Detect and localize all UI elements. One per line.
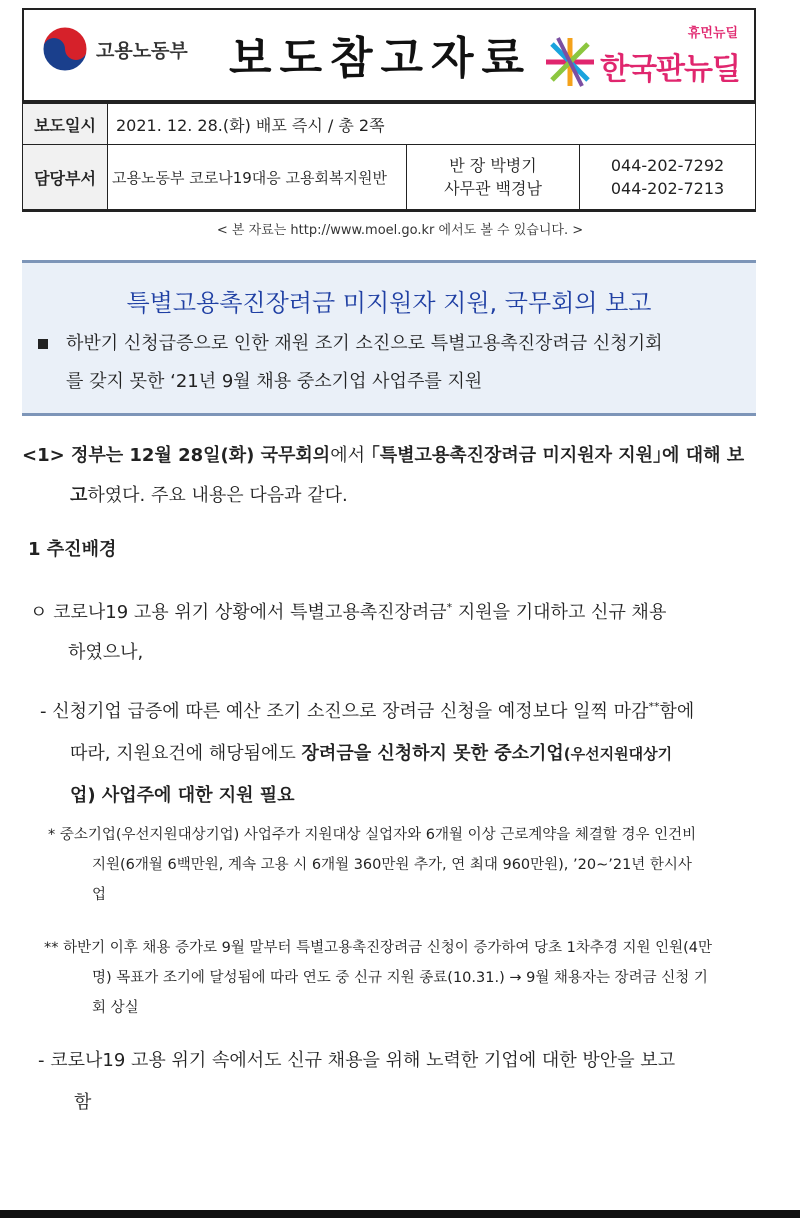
taegeuk-icon [42,26,88,72]
intro-bold-date: 12월 28일(화) 국무회의 [129,445,331,466]
bottom-edge [0,1210,800,1218]
dash-1-bold-a: 장려금을 신청하지 못한 중소기업 [301,743,564,764]
website-note: < 본 자료는 http://www.moel.go.kr 에서도 볼 수 있습니다. > [216,223,584,238]
footnote-1-line-a: * 중소기업(우선지원대상기업) 사업주가 지원대상 실업자와 6개월 이상 근로계약을 체결할 경우 인건비 [48,827,697,843]
phone-2: 044-202-7213 [610,179,725,198]
dash-1 [40,686,765,817]
dept-value: 고용노동부 코로나19대응 고용회복지원반 [108,145,407,211]
ministry-logo [42,26,188,72]
press-header [22,8,756,102]
intro-number: <1> 정부는 [22,445,130,466]
dash-1-text-a: - 신청기업 급증에 따른 예산 조기 소진으로 장려금 신청을 예정보다 일찍 마감 [40,701,649,722]
new-deal-emblem-icon [542,34,598,90]
summary-line-2: 를 갖지 못한 ‘21년 9월 채용 중소기업 사업주를 지원 [66,371,483,392]
dash-2-text-a: - 코로나19 고용 위기 속에서도 신규 채용을 위해 노력한 기업에 대한 방안을 보고 [38,1050,676,1071]
page-title: 보도참고자료 [229,33,533,84]
footnote-1 [48,820,768,910]
point-1-text-b: 지원을 기대하고 신규 채용 [452,602,667,623]
dash-1-bold-b: (우선지원대상기 [563,745,673,763]
dash-1-text-c: 따라, 지원요건에 해당됨에도 [70,743,302,764]
footnote-mark-2: ** [648,700,660,713]
dash-1-bold-c: 업) 사업주에 대한 지원 필요 [70,785,295,806]
point-1-text-c: 하였으나, [68,642,144,663]
summary-box [22,260,756,416]
date-label: 보도일시 [23,103,108,145]
info-table [22,102,756,212]
intro-paragraph [22,436,762,516]
footnote-2-line-a: ** 하반기 이후 채용 증가로 9월 말부터 특별고용촉진장려금 신청이 증가하여 당초 1차추경 지원 인원(4만 [44,940,713,956]
footnote-mark-1: * [446,601,453,614]
brand-main: 한국판뉴딜 [600,52,740,87]
dash-2 [38,1040,766,1124]
staff-cell [407,145,580,211]
phone-cell [580,145,756,211]
ministry-name: 고용노동부 [96,39,188,62]
staff-1: 반 장 박병기 [449,156,537,175]
point-1 [30,588,765,673]
summary-text [66,325,746,401]
footnote-1-line-c: 업 [92,887,107,903]
dept-label: 담당부서 [23,145,108,211]
staff-2: 사무관 백경남 [444,179,542,198]
intro-bold-go: 고 [70,485,88,506]
brand-sub: 휴먼뉴딜 [687,26,738,41]
footnote-2-line-c: 회 상실 [92,1000,139,1016]
intro-text-3: 하였다. 주요 내용은 다음과 같다. [87,485,348,506]
footnote-2 [44,933,769,1023]
point-1-text-a: ㅇ 코로나19 고용 위기 상황에서 특별고용촉진장려금 [30,602,447,623]
footnote-2-line-b: 명) 목표가 조기에 달성됨에 따라 연도 중 신규 지원 종료(10.31.) → 9월 채용자는 장려금 신청 기 [92,970,708,986]
dash-2-text-b: 함 [74,1092,92,1113]
section-heading: 1 추진배경 [28,539,117,560]
summary-line-1: 하반기 신청급증으로 인한 재원 조기 소진으로 특별고용촉진장려금 신청기회 [66,333,663,354]
new-deal-logo [542,22,742,92]
dash-1-text-b: 함에 [659,701,695,722]
footnote-1-line-b: 지원(6개월 6백만원, 계속 고용 시 6개월 360만원 추가, 연 최대 960만원), ’20∼’21년 한시사 [92,857,692,873]
intro-text-2: 에서 [330,445,371,466]
date-value: 2021. 12. 28.(화) 배포 즉시 / 총 2쪽 [108,103,756,145]
summary-title: 특별고용촉진장려금 미지원자 지원, 국무회의 보고 [126,289,652,317]
intro-bold-title: ｢특별고용촉진장려금 미지원자 지원｣에 대해 보 [370,445,745,466]
square-bullet-icon [38,339,48,349]
phone-1: 044-202-7292 [610,156,725,175]
